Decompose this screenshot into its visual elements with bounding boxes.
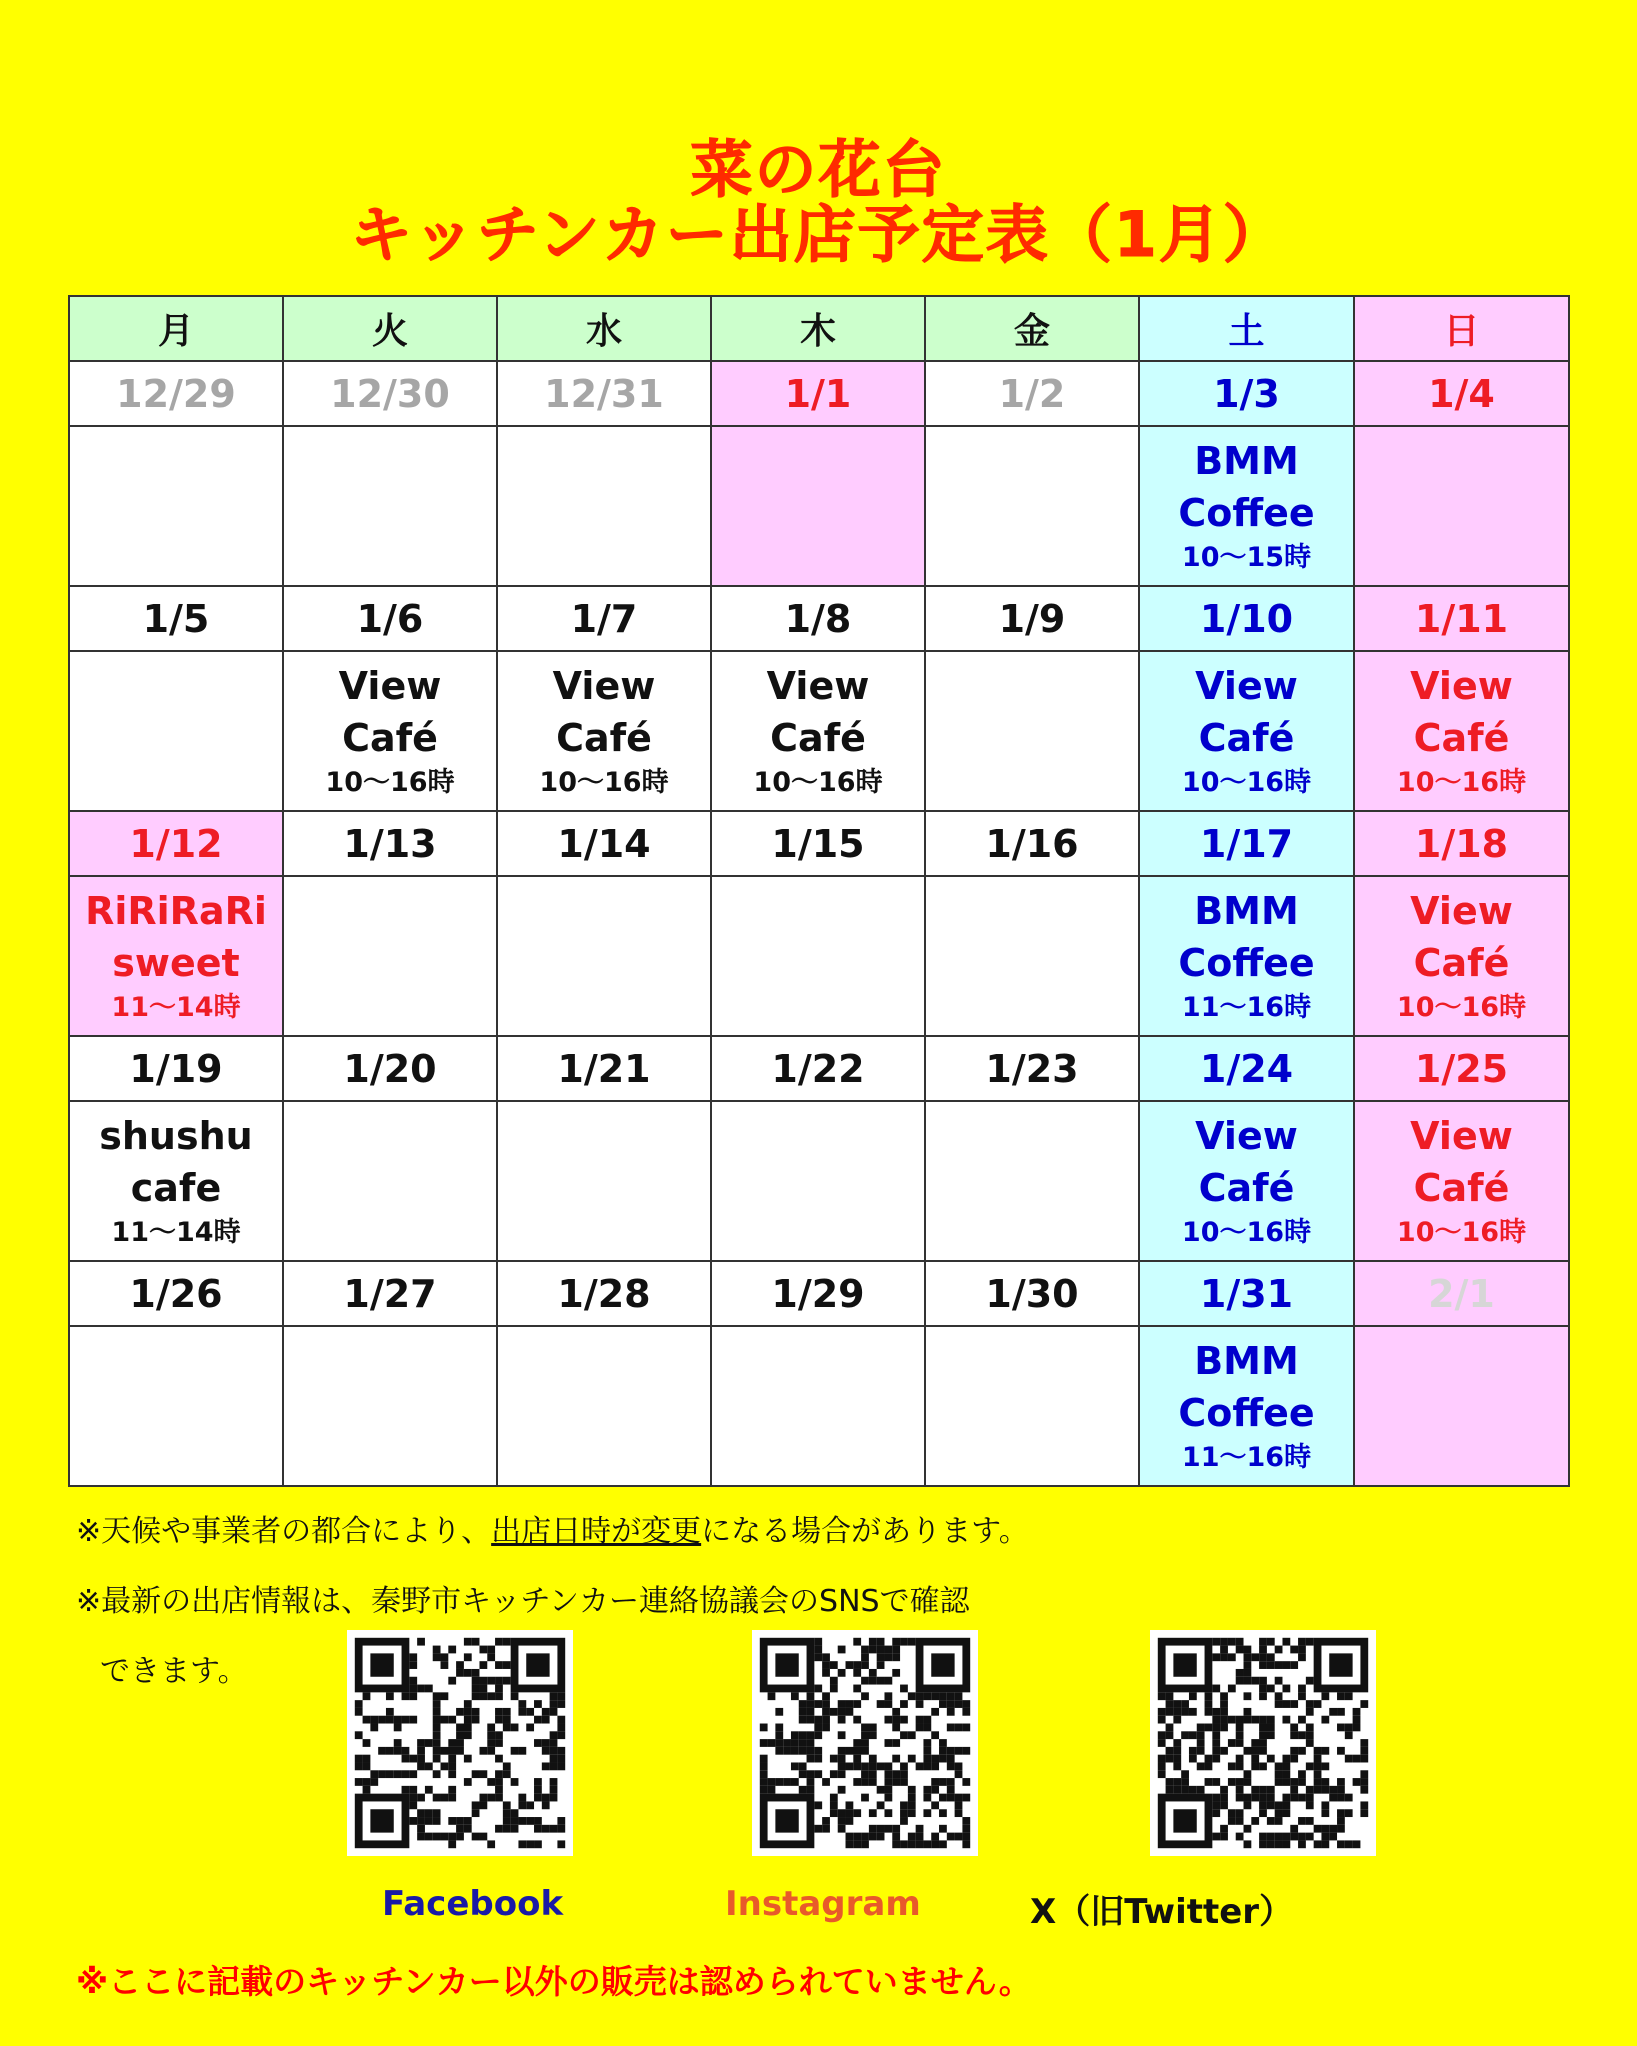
date-cell: 1/7 xyxy=(497,586,711,651)
date-cell: 1/19 xyxy=(69,1036,283,1101)
shop-name-line2: cafe xyxy=(130,1166,222,1210)
x-label: X（旧Twitter） xyxy=(1030,1892,1294,1932)
weekday-fri: 金 xyxy=(925,296,1139,361)
date-cell: 1/4 xyxy=(1354,361,1569,426)
date-cell: 1/13 xyxy=(283,811,497,876)
shop-hours: 10～16時 xyxy=(1396,767,1527,798)
date-cell: 12/31 xyxy=(497,361,711,426)
shop-cell xyxy=(69,1326,283,1486)
shop-hours: 10～16時 xyxy=(1396,1217,1527,1248)
shop-cell xyxy=(711,1101,925,1261)
shop-name-line2: Café xyxy=(342,716,438,760)
date-row xyxy=(69,361,1569,426)
shop-hours: 10～15時 xyxy=(1181,542,1312,573)
date-cell: 1/18 xyxy=(1354,811,1569,876)
instagram-label: Instagram xyxy=(725,1884,921,1924)
shop-cell xyxy=(1139,426,1354,586)
shop-cell xyxy=(1139,876,1354,1036)
shop-cell xyxy=(497,651,711,811)
shop-cell xyxy=(497,1326,711,1486)
date-cell: 1/26 xyxy=(69,1261,283,1326)
shop-name-line1: BMM xyxy=(1194,1339,1299,1383)
shop-cell xyxy=(925,426,1139,586)
date-cell: 1/6 xyxy=(283,586,497,651)
shop-cell xyxy=(1354,1326,1569,1486)
weekday-sat: 土 xyxy=(1139,296,1354,361)
date-cell: 1/24 xyxy=(1139,1036,1354,1101)
shop-row xyxy=(69,651,1569,811)
note-sns: ※最新の出店情報は、秦野市キッチンカー連絡協議会のSNSで確認 xyxy=(76,1584,970,1619)
shop-cell xyxy=(711,426,925,586)
shop-cell xyxy=(1354,1101,1569,1261)
shop-cell xyxy=(497,426,711,586)
weekday-sun: 日 xyxy=(1354,296,1569,361)
date-cell: 1/3 xyxy=(1139,361,1354,426)
date-cell: 1/14 xyxy=(497,811,711,876)
date-row xyxy=(69,1261,1569,1326)
shop-cell xyxy=(711,876,925,1036)
shop-name-line1: BMM xyxy=(1194,889,1299,933)
shop-hours: 11～14時 xyxy=(111,1217,241,1248)
shop-cell xyxy=(69,1101,283,1261)
date-cell: 1/10 xyxy=(1139,586,1354,651)
weekday-wed: 水 xyxy=(497,296,711,361)
shop-name-line2: Café xyxy=(1413,716,1510,760)
date-cell: 1/31 xyxy=(1139,1261,1354,1326)
weekday-tue: 火 xyxy=(283,296,497,361)
shop-cell xyxy=(497,876,711,1036)
note-change-pre: ※天候や事業者の都合により、 xyxy=(76,1514,492,1549)
shop-cell xyxy=(283,426,497,586)
shop-hours: 11～16時 xyxy=(1181,992,1312,1023)
shop-name-line2: Café xyxy=(1413,1166,1510,1210)
shop-cell xyxy=(925,1101,1139,1261)
date-cell: 1/9 xyxy=(925,586,1139,651)
shop-name-line1: View xyxy=(1410,1114,1513,1158)
schedule-calendar xyxy=(68,295,1570,1487)
shop-name-line1: View xyxy=(552,664,656,708)
shop-name-line2: Café xyxy=(770,716,866,760)
date-cell: 1/16 xyxy=(925,811,1139,876)
shop-hours: 10～16時 xyxy=(753,767,883,798)
shop-row xyxy=(69,426,1569,586)
date-cell: 1/25 xyxy=(1354,1036,1569,1101)
date-cell: 1/15 xyxy=(711,811,925,876)
shop-name-line1: BMM xyxy=(1194,439,1299,483)
shop-name-line2: Coffee xyxy=(1178,491,1315,535)
shop-cell xyxy=(1354,426,1569,586)
shop-hours: 11～14時 xyxy=(111,992,241,1023)
x-qr-code[interactable] xyxy=(1150,1630,1376,1856)
page-title: 菜の花台 xyxy=(690,133,947,206)
facebook-qr-code[interactable] xyxy=(347,1630,573,1856)
shop-cell xyxy=(283,1101,497,1261)
shop-cell xyxy=(283,651,497,811)
date-cell: 1/30 xyxy=(925,1261,1139,1326)
shop-name-line1: View xyxy=(766,664,870,708)
shop-hours: 11～16時 xyxy=(1181,1442,1312,1473)
shop-cell xyxy=(1139,651,1354,811)
shop-cell xyxy=(1354,876,1569,1036)
shop-hours: 10～16時 xyxy=(1181,1217,1312,1248)
shop-name-line2: Café xyxy=(1413,941,1510,985)
shop-name-line1: View xyxy=(1195,1114,1298,1158)
note-sns-cont: できます。 xyxy=(100,1654,248,1689)
shop-cell xyxy=(711,1326,925,1486)
weekday-mon: 月 xyxy=(69,296,283,361)
date-cell: 1/17 xyxy=(1139,811,1354,876)
shop-hours: 10～16時 xyxy=(1396,992,1527,1023)
shop-cell xyxy=(711,651,925,811)
shop-name-line1: View xyxy=(1410,664,1513,708)
shop-cell xyxy=(1354,651,1569,811)
instagram-qr-code[interactable] xyxy=(752,1630,978,1856)
note-change-emphasis: 出店日時が変更 xyxy=(491,1514,702,1549)
date-cell: 1/1 xyxy=(711,361,925,426)
note-change xyxy=(76,1506,1029,1550)
shop-cell xyxy=(497,1101,711,1261)
date-row xyxy=(69,1036,1569,1101)
shop-cell xyxy=(69,651,283,811)
date-row xyxy=(69,586,1569,651)
shop-row xyxy=(69,1326,1569,1486)
date-cell: 1/11 xyxy=(1354,586,1569,651)
shop-hours: 10～16時 xyxy=(1181,767,1312,798)
date-cell: 1/2 xyxy=(925,361,1139,426)
shop-hours: 10～16時 xyxy=(539,767,669,798)
date-cell: 1/20 xyxy=(283,1036,497,1101)
shop-cell xyxy=(283,1326,497,1486)
shop-name-line1: View xyxy=(1410,889,1513,933)
shop-name-line2: Coffee xyxy=(1178,1391,1315,1435)
date-cell: 1/23 xyxy=(925,1036,1139,1101)
date-cell: 1/29 xyxy=(711,1261,925,1326)
page-subtitle: キッチンカー出店予定表（1月） xyxy=(350,198,1287,271)
date-cell: 1/5 xyxy=(69,586,283,651)
weekday-thu: 木 xyxy=(711,296,925,361)
date-cell: 1/28 xyxy=(497,1261,711,1326)
date-cell: 12/29 xyxy=(69,361,283,426)
shop-cell xyxy=(1139,1326,1354,1486)
shop-name-line2: Café xyxy=(1198,716,1295,760)
shop-hours: 10～16時 xyxy=(325,767,455,798)
shop-name-line1: View xyxy=(1195,664,1298,708)
shop-cell xyxy=(283,876,497,1036)
shop-row xyxy=(69,876,1569,1036)
date-cell: 1/27 xyxy=(283,1261,497,1326)
shop-cell xyxy=(925,876,1139,1036)
shop-cell xyxy=(1139,1101,1354,1261)
shop-row xyxy=(69,1101,1569,1261)
date-cell: 2/1 xyxy=(1354,1261,1569,1326)
shop-name-line2: sweet xyxy=(112,941,240,985)
shop-cell xyxy=(69,876,283,1036)
date-row xyxy=(69,811,1569,876)
date-cell: 1/8 xyxy=(711,586,925,651)
shop-name-line2: Café xyxy=(556,716,652,760)
date-cell: 1/12 xyxy=(69,811,283,876)
shop-name-line2: Café xyxy=(1198,1166,1295,1210)
note-change-post: になる場合があります。 xyxy=(701,1514,1029,1549)
facebook-label: Facebook xyxy=(382,1884,564,1924)
sales-warning: ※ここに記載のキッチンカー以外の販売は認められていません。 xyxy=(76,1962,1032,2001)
shop-cell xyxy=(69,426,283,586)
shop-name-line2: Coffee xyxy=(1178,941,1315,985)
shop-name-line1: View xyxy=(338,664,442,708)
date-cell: 1/22 xyxy=(711,1036,925,1101)
date-cell: 12/30 xyxy=(283,361,497,426)
weekday-header-row xyxy=(69,296,1569,361)
date-cell: 1/21 xyxy=(497,1036,711,1101)
shop-cell xyxy=(925,651,1139,811)
shop-cell xyxy=(925,1326,1139,1486)
shop-name-line1: shushu xyxy=(99,1114,253,1158)
shop-name-line1: RiRiRaRi xyxy=(85,889,267,933)
